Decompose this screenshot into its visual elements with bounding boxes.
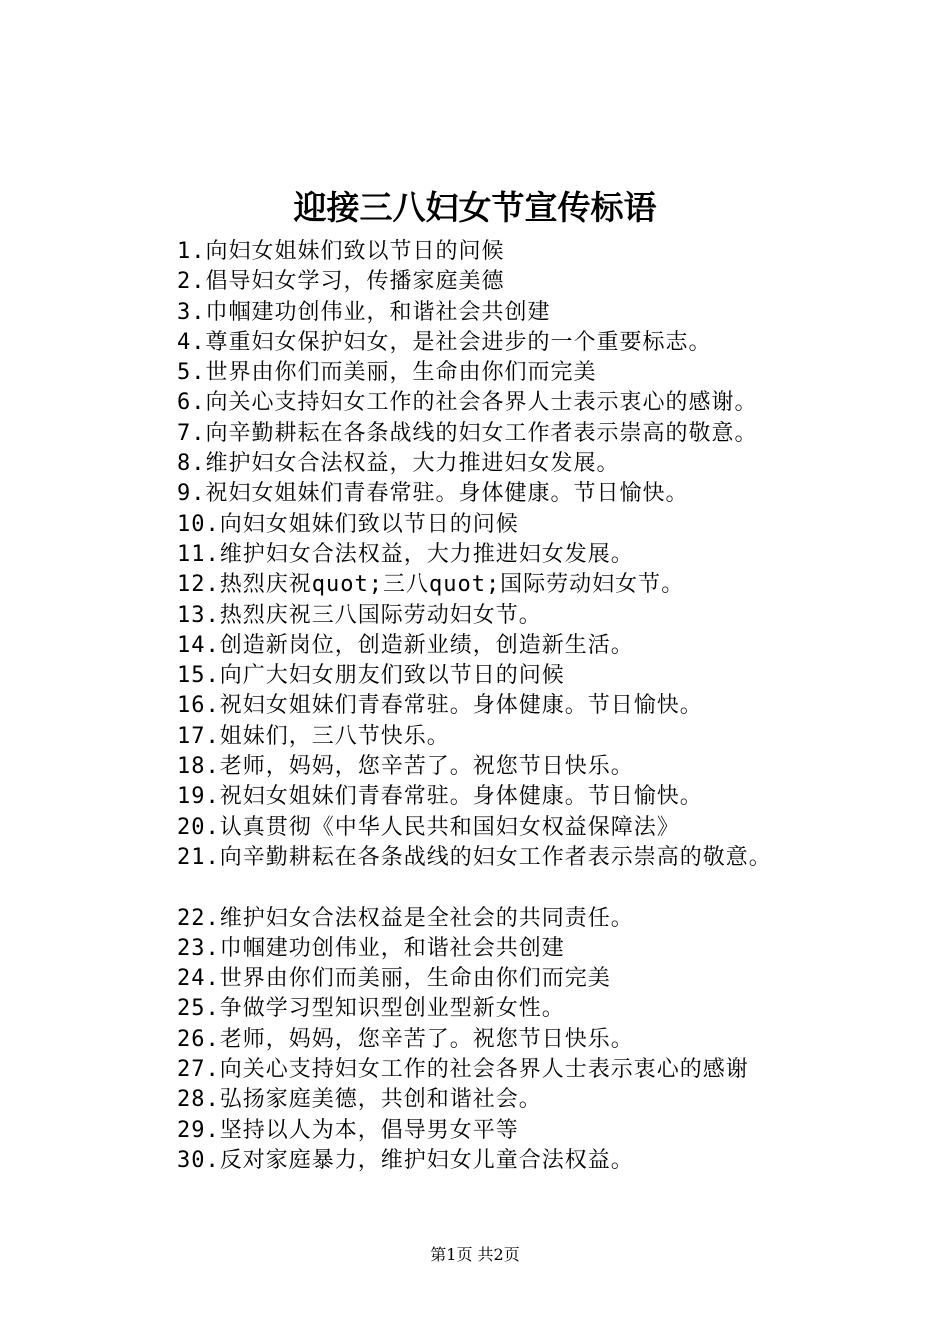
list-item: 28.弘扬家庭美德，共创和谐社会。 xyxy=(177,1087,542,1113)
list-item: 26.老师，妈妈，您辛苦了。祝您节日快乐。 xyxy=(177,1026,634,1052)
page-footer: 第1页 共2页 xyxy=(430,1245,520,1264)
list-item: 3.巾帼建功创伟业，和谐社会共创建 xyxy=(177,299,551,325)
list-item: 10.向妇女姐妹们致以节日的问候 xyxy=(177,511,519,537)
list-item: 22.维护妇女合法权益是全社会的共同责任。 xyxy=(177,905,634,931)
list-item: 30.反对家庭暴力，维护妇女儿童合法权益。 xyxy=(177,1147,634,1173)
list-item: 11.维护妇女合法权益，大力推进妇女发展。 xyxy=(177,541,634,567)
list-item: 14.创造新岗位，创造新业绩，创造新生活。 xyxy=(177,632,634,658)
list-item: 29.坚持以人为本，倡导男女平等 xyxy=(177,1117,519,1143)
list-item: 20.认真贯彻《中华人民共和国妇女权益保障法》 xyxy=(177,814,680,840)
list-item: 24.世界由你们而美丽，生命由你们而完美 xyxy=(177,966,611,992)
list-item: 4.尊重妇女保护妇女，是社会进步的一个重要标志。 xyxy=(177,329,712,355)
blank-line xyxy=(177,873,857,903)
list-item: 23.巾帼建功创伟业，和谐社会共创建 xyxy=(177,935,565,961)
list-item: 18.老师，妈妈，您辛苦了。祝您节日快乐。 xyxy=(177,754,634,780)
list-item: 7.向辛勤耕耘在各条战线的妇女工作者表示崇高的敬意。 xyxy=(177,420,758,446)
list-item: 5.世界由你们而美丽，生命由你们而完美 xyxy=(177,360,597,386)
list-item: 25.争做学习型知识型创业型新女性。 xyxy=(177,996,565,1022)
document-title: 迎接三八妇女节宣传标语 xyxy=(293,188,657,227)
list-item: 17.姐妹们，三八节快乐。 xyxy=(177,723,450,749)
list-item: 15.向广大妇女朋友们致以节日的问候 xyxy=(177,663,565,689)
list-item: 8.维护妇女合法权益，大力推进妇女发展。 xyxy=(177,451,620,477)
list-item: 1.向妇女姐妹们致以节日的问候 xyxy=(177,239,505,264)
list-item: 16.祝妇女姐妹们青春常驻。身体健康。节日愉快。 xyxy=(177,693,703,719)
list-item: 9.祝妇女姐妹们青春常驻。身体健康。节日愉快。 xyxy=(177,481,689,507)
list-item: 2.倡导妇女学习，传播家庭美德 xyxy=(177,269,505,295)
list-item: 27.向关心支持妇女工作的社会各界人士表示衷心的感谢 xyxy=(177,1057,749,1083)
list-item: 6.向关心支持妇女工作的社会各界人士表示衷心的感谢。 xyxy=(177,390,758,416)
list-item: 12.热烈庆祝quot;三八quot;国际劳动妇女节。 xyxy=(177,572,685,598)
list-item: 13.热烈庆祝三八国际劳动妇女节。 xyxy=(177,602,542,628)
list-item: 21.向辛勤耕耘在各条战线的妇女工作者表示崇高的敬意。 xyxy=(177,844,772,870)
list-item: 19.祝妇女姐妹们青春常驻。身体健康。节日愉快。 xyxy=(177,784,703,810)
slogan-list xyxy=(177,237,857,1176)
